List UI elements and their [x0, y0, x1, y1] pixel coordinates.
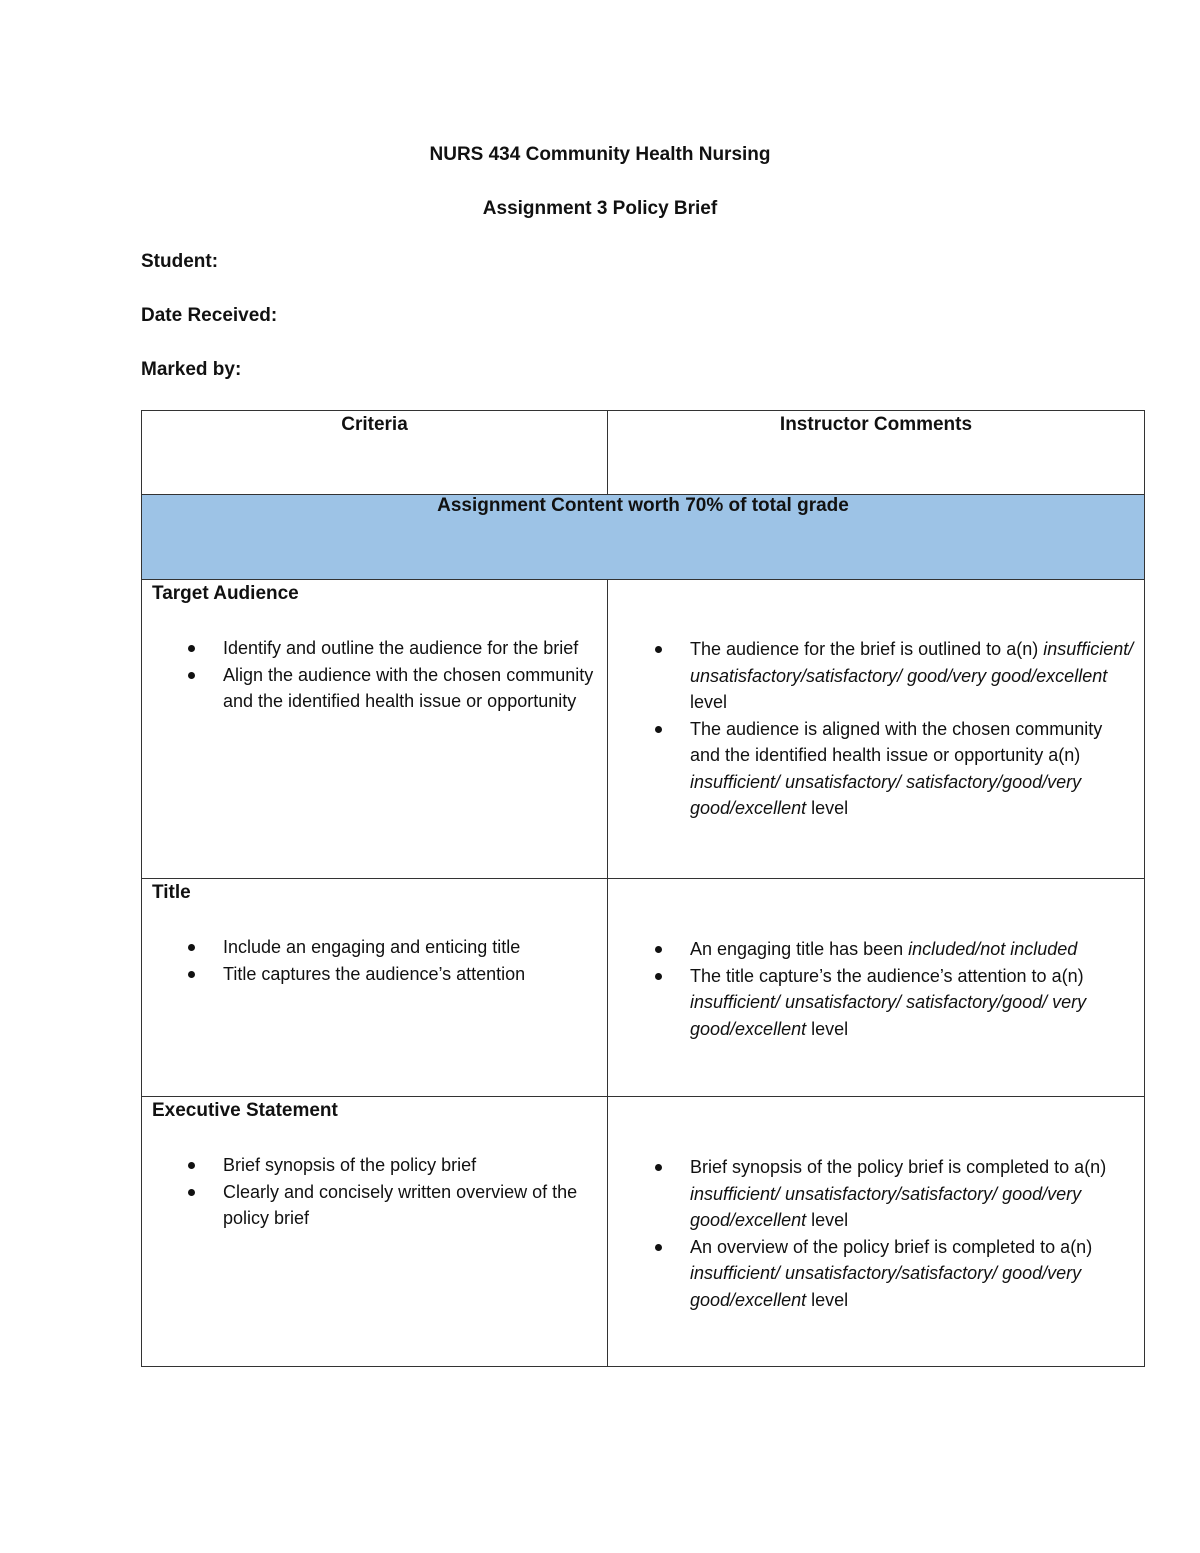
list-item: Include an engaging and enticing title	[142, 934, 607, 961]
criteria-list	[142, 934, 607, 987]
table-row	[142, 1097, 1145, 1367]
rubric-table	[141, 410, 1145, 1367]
table-row	[142, 879, 1145, 1097]
comments-list	[608, 1154, 1144, 1313]
list-item: The audience is aligned with the chosen community and the identified health issue or opportunity a(n) insufficient/ unsatisfactory/ satisfactory/good/very good/excellent level	[608, 716, 1144, 822]
comments-cell	[608, 879, 1145, 1097]
list-item: The title capture’s the audience’s attention to a(n) insufficient/ unsatisfactory/ satisfactory/good/ very good/excellent level	[608, 963, 1144, 1043]
list-item: The audience for the brief is outlined to a(n) insufficient/ unsatisfactory/satisfactory/ good/very good/excellent level	[608, 636, 1144, 716]
criteria-list	[142, 1152, 607, 1232]
table-header-row	[142, 411, 1145, 495]
list-item: Align the audience with the chosen community and the identified health issue or opportunity	[142, 662, 607, 715]
comments-list	[608, 636, 1144, 822]
content-banner: Assignment Content worth 70% of total grade	[142, 495, 1145, 580]
criteria-column-header: Criteria	[142, 411, 608, 495]
list-item: An overview of the policy brief is completed to a(n) insufficient/ unsatisfactory/satisfactory/ good/very good/excellent level	[608, 1234, 1144, 1314]
date-received-label: Date Received:	[141, 305, 278, 326]
student-label: Student:	[141, 251, 219, 272]
criteria-cell	[142, 879, 608, 1097]
criteria-cell	[142, 1097, 608, 1367]
course-title: NURS 434 Community Health Nursing	[429, 144, 771, 165]
comments-list	[608, 936, 1144, 1042]
criteria-list	[142, 635, 607, 715]
criteria-heading: Title	[152, 882, 191, 903]
list-item: Brief synopsis of the policy brief is completed to a(n) insufficient/ unsatisfactory/satisfactory/ good/very good/excellent level	[608, 1154, 1144, 1234]
list-item: An engaging title has been included/not included	[608, 936, 1144, 963]
assignment-title: Assignment 3 Policy Brief	[482, 198, 718, 219]
marked-by-label: Marked by:	[141, 359, 242, 380]
criteria-heading: Target Audience	[152, 583, 299, 604]
comments-cell	[608, 1097, 1145, 1367]
comments-cell	[608, 580, 1145, 879]
list-item: Title captures the audience’s attention	[142, 961, 607, 988]
content-banner-row	[142, 495, 1145, 580]
comments-column-header: Instructor Comments	[608, 411, 1145, 495]
list-item: Brief synopsis of the policy brief	[142, 1152, 607, 1179]
criteria-heading: Executive Statement	[152, 1100, 338, 1121]
table-row	[142, 580, 1145, 879]
list-item: Identify and outline the audience for the brief	[142, 635, 607, 662]
list-item: Clearly and concisely written overview of the policy brief	[142, 1179, 607, 1232]
criteria-cell	[142, 580, 608, 879]
